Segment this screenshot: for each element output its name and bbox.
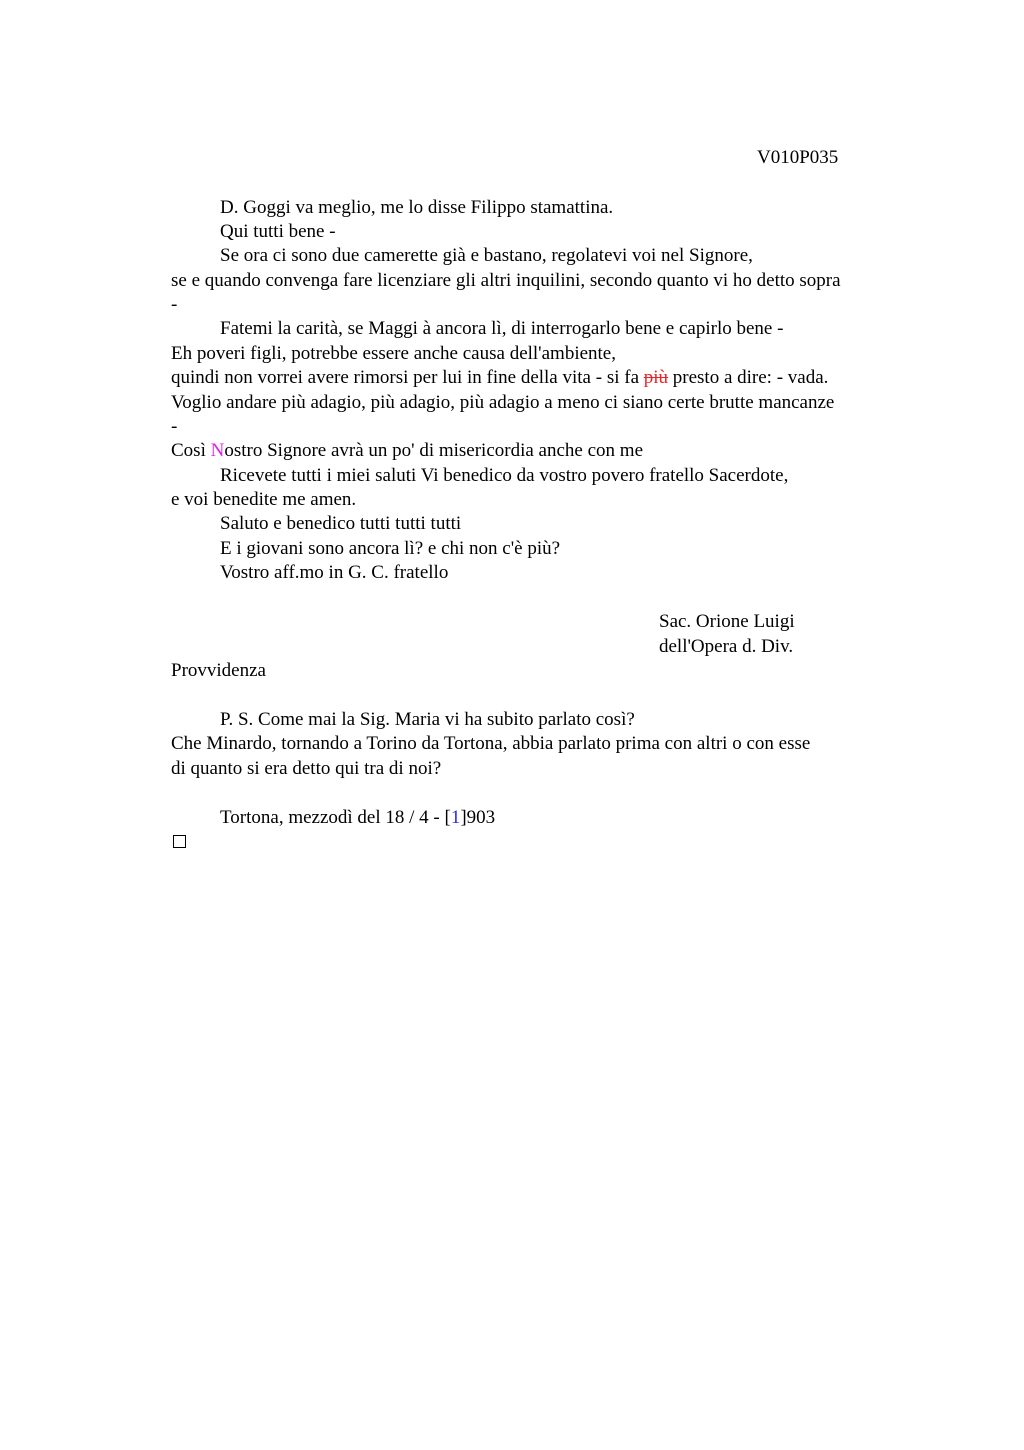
text-line: Qui tutti bene - — [220, 221, 336, 242]
page-id: V010P035 — [757, 147, 839, 168]
signature-order-cont: Provvidenza — [171, 660, 266, 681]
text-line: e voi benedite me amen. — [171, 489, 357, 510]
rimorsi-line — [171, 366, 828, 390]
text-line: Eh poveri figli, potrebbe essere anche causa dell'ambiente, — [171, 343, 616, 364]
cosi-line-after: ostro Signore avrà un po' di misericordia anche con me — [224, 440, 644, 461]
text-line: D. Goggi va meglio, me lo disse Filippo stamattina. — [220, 197, 614, 218]
postscript-line: di quanto si era detto qui tra di noi? — [171, 758, 442, 779]
rimorsi-line-after: presto a dire: - vada. — [668, 367, 829, 388]
text-line: - — [171, 416, 178, 437]
signature-order: dell'Opera d. Div. — [659, 636, 794, 657]
dateline — [220, 806, 495, 830]
dateline-after: ]903 — [460, 807, 496, 828]
text-line: - — [171, 294, 178, 315]
text-line: se e quando convenga fare licenziare gli altri inquilini, secondo quanto vi ho detto sopra — [171, 270, 841, 291]
rimorsi-line-before: quindi non vorrei avere rimorsi per lui in fine della vita - si fa — [171, 367, 644, 388]
text-line: E i giovani sono ancora lì? e chi non c'è più? — [220, 538, 561, 559]
text-line: Se ora ci sono due camerette già e bastano, regolatevi voi nel Signore, — [220, 245, 753, 266]
text-line: Voglio andare più adagio, più adagio, più adagio a meno ci siano certe brutte mancanze — [171, 392, 835, 413]
text-line: Vostro aff.mo in G. C. fratello — [220, 562, 449, 583]
text-line: Ricevete tutti i miei saluti Vi benedico da vostro povero fratello Sacerdote, — [220, 465, 789, 486]
deleted-word: più — [643, 367, 669, 388]
text-line: Saluto e benedico tutti tutti tutti — [220, 513, 462, 534]
cosi-line-before: Così — [171, 440, 211, 461]
text-line: Fatemi la carità, se Maggi à ancora lì, di interrogarlo bene e capirlo bene - — [220, 318, 784, 339]
highlighted-letter: N — [210, 440, 225, 461]
signature-name: Sac. Orione Luigi — [659, 611, 795, 632]
postscript-line: Che Minardo, tornando a Torino da Tortona, abbia parlato prima con altri o con esse — [171, 733, 811, 754]
dateline-before: Tortona, mezzodì del 18 / 4 - [ — [220, 807, 451, 828]
empty-box-icon — [173, 835, 186, 848]
cosi-line — [171, 439, 643, 463]
editorial-digit: 1 — [450, 807, 461, 828]
postscript-line: P. S. Come mai la Sig. Maria vi ha subito parlato così? — [220, 709, 635, 730]
